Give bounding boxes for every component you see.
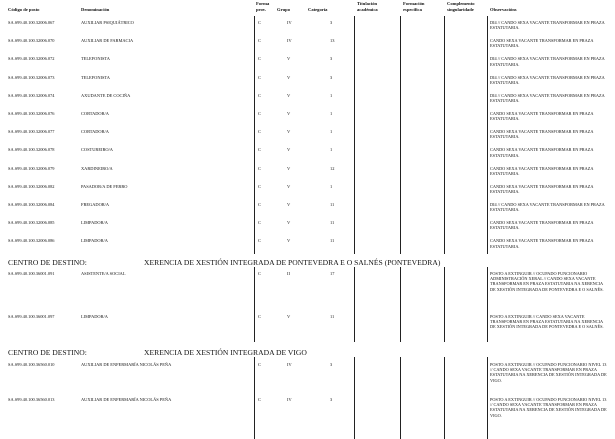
- cell-grupo: V: [287, 129, 291, 135]
- column-divider: [400, 357, 401, 439]
- cell-codigo: SA.S99.40.100.32006.078: [8, 147, 55, 153]
- cell-denominacion: AUXILIAR DE ENFERMARÍA NICOLÁS PEÑA: [81, 362, 172, 367]
- header-titulacion-1: Titulación: [357, 1, 378, 6]
- cell-observaciones: DI4 // CANDO SEXA VACANTE TRANSFORMAR EN PRAZA ESTATUTARIA.: [490, 92, 605, 103]
- cell-grupo: II: [287, 271, 290, 276]
- column-divider: [400, 16, 401, 254]
- cell-grupo: V: [287, 92, 291, 98]
- column-divider: [487, 357, 488, 439]
- cell-grupo: V: [287, 183, 291, 189]
- header-categoria: Categoría: [308, 7, 328, 12]
- cell-grupo: V: [287, 238, 291, 244]
- cell-observaciones: DI4 // CANDO SEXA VACANTE TRANSFORMAR EN PRAZA ESTATUTARIA.: [490, 74, 605, 85]
- cell-grupo: IV: [287, 20, 292, 25]
- cell-observaciones: CANDO SEXA VACANTE TRANSFORMAR EN PRAZA ESTATUTARIA.: [490, 165, 594, 176]
- cell-denominacion: LIMPADOR/A: [81, 238, 108, 244]
- cell-observaciones: CANDO SEXA VACANTE TRANSFORMAR EN PRAZA ESTATUTARIA.: [490, 129, 594, 140]
- cell-codigo: SA.S99.40.100.32006.086: [8, 238, 55, 244]
- header-forma-2: prov.: [256, 7, 266, 12]
- header-complemento-1: Complemento: [447, 1, 475, 6]
- cell-forma: C: [258, 238, 261, 244]
- cell-grupo: IV: [287, 362, 292, 367]
- cell-grupo: V: [287, 56, 291, 62]
- cell-denominacion: AXUDANTE DE COCIÑA: [81, 92, 131, 98]
- cell-denominacion: PASADOR/A DE FERRO: [81, 183, 128, 189]
- cell-codigo: SA.S99.40.100.36560.013: [8, 397, 55, 402]
- cell-categoria: 1: [330, 129, 333, 135]
- cell-categoria: 3: [330, 397, 333, 402]
- cell-categoria: 17: [330, 271, 335, 276]
- cell-denominacion: AUXILIAR PSIQUIÁTRICO: [81, 20, 134, 25]
- cell-codigo: SA.S99.40.100.32006.077: [8, 129, 55, 135]
- cell-codigo: SA.S99.40.100.32006.079: [8, 165, 55, 171]
- cell-denominacion: TELEFONISTA: [81, 74, 110, 80]
- cell-categoria: 1: [330, 183, 333, 189]
- header-codigo: Código de posto: [8, 7, 40, 12]
- cell-observaciones: DI4 // CANDO SEXA VACANTE TRANSFORMAR EN PRAZA ESTATUTARIA.: [490, 56, 605, 67]
- cell-categoria: 1: [330, 111, 333, 116]
- column-divider: [487, 267, 488, 342]
- cell-codigo: SA.S99.40.100.32006.072: [8, 56, 55, 62]
- cell-codigo: SA.S99.40.100.36001.091: [8, 271, 55, 276]
- cell-forma: C: [258, 111, 261, 116]
- cell-denominacion: LIMPADOR/A: [81, 314, 108, 319]
- cell-denominacion: FREGADOR/A: [81, 202, 110, 207]
- cell-grupo: V: [287, 147, 291, 153]
- cell-categoria: 11: [330, 314, 335, 319]
- cell-forma: C: [258, 220, 261, 226]
- cell-observaciones: DI4 // CANDO SEXA VACANTE TRANSFORMAR EN PRAZA ESTATUTARIA.: [490, 20, 605, 31]
- cell-forma: C: [258, 271, 261, 276]
- header-titulacion-2: académica: [357, 7, 378, 12]
- cell-forma: C: [258, 129, 261, 135]
- cell-codigo: SA.S99.40.100.32006.085: [8, 220, 55, 226]
- centro-destino-vigo: [8, 348, 307, 357]
- cell-forma: C: [258, 165, 261, 171]
- cell-denominacion: LIMPADOR/A: [81, 220, 108, 226]
- cell-denominacion: CORTADOR/A: [81, 111, 109, 116]
- cell-categoria: 11: [330, 238, 335, 244]
- centro-name: XERENCIA DE XESTIÓN INTEGRADA DE VIGO: [144, 348, 307, 357]
- column-divider: [400, 267, 401, 342]
- cell-grupo: IV: [287, 397, 292, 402]
- centro-name: XERENCIA DE XESTIÓN INTEGRADA DE PONTEVEDRA E O SALNÉS (PONTEVEDRA): [144, 258, 441, 267]
- column-divider: [254, 16, 255, 254]
- column-divider: [444, 267, 445, 342]
- cell-forma: C: [258, 183, 261, 189]
- cell-codigo: SA.S99.40.100.32006.084: [8, 202, 55, 207]
- header-formacion-1: Formación: [403, 1, 425, 6]
- cell-grupo: V: [287, 74, 291, 80]
- centro-label: CENTRO DE DESTINO:: [8, 348, 87, 357]
- header-formacion-2: específica: [403, 7, 422, 12]
- cell-categoria: 11: [330, 202, 335, 207]
- cell-codigo: SA.S99.40.100.32006.082: [8, 183, 55, 189]
- cell-codigo: SA.S99.40.100.32006.070: [8, 38, 55, 44]
- cell-categoria: 11: [330, 220, 335, 226]
- cell-forma: C: [258, 314, 261, 319]
- cell-observaciones: POSTO A EXTINGUIR // OCUPADO FUNCIONARIO NIVEL 13 // CANDO SEXA VACANTE TRANSFORMAR EN PRAZA ESTATUTARIA NA XERENCIA DE XESTIÓN INTEGRADA DE VIGO.: [490, 397, 607, 418]
- cell-categoria: 3: [330, 362, 333, 367]
- cell-codigo: SA.S99.40.100.32006.067: [8, 20, 55, 25]
- cell-forma: C: [258, 147, 261, 153]
- column-divider: [444, 357, 445, 439]
- cell-forma: C: [258, 362, 261, 367]
- cell-forma: C: [258, 38, 261, 44]
- cell-observaciones: CANDO SEXA VACANTE TRANSFORMAR EN PRAZA ESTATUTARIA.: [490, 220, 594, 231]
- cell-forma: C: [258, 92, 261, 98]
- cell-forma: C: [258, 20, 261, 25]
- cell-categoria: 1: [330, 92, 333, 98]
- column-divider: [254, 267, 255, 342]
- cell-categoria: 3: [330, 20, 333, 25]
- cell-grupo: V: [287, 314, 291, 319]
- cell-categoria: 13: [330, 38, 335, 44]
- cell-denominacion: COSTUREIRO/A: [81, 147, 113, 153]
- cell-grupo: IV: [287, 38, 292, 44]
- cell-categoria: 3: [330, 74, 333, 80]
- cell-observaciones: POSTO A EXTINGUIR // OCUPADO FUNCIONARIO ADMINISTRACIÓN XERAL // CANDO SEXA VACANTE TRANSFORMAR EN PRAZA ESTATUTARIA NA XERENCIA DE XESTIÓN INTEGRADA DE PONTEVEDRA E O SALNÉS.: [490, 271, 604, 292]
- cell-observaciones: CANDO SEXA VACANTE TRANSFORMAR EN PRAZA ESTATUTARIA.: [490, 111, 594, 122]
- cell-codigo: SA.S99.40.100.32006.074: [8, 92, 55, 98]
- cell-observaciones: CANDO SEXA VACANTE TRANSFORMAR EN PRAZA ESTATUTARIA.: [490, 238, 594, 249]
- header-grupo: Grupo: [277, 7, 291, 12]
- column-divider: [354, 16, 355, 254]
- cell-grupo: V: [287, 111, 291, 116]
- cell-forma: C: [258, 202, 261, 207]
- cell-grupo: V: [287, 220, 291, 226]
- cell-observaciones: CANDO SEXA VACANTE TRANSFORMAR EN PRAZA ESTATUTARIA.: [490, 183, 594, 194]
- header-forma-1: Forma: [256, 1, 270, 6]
- cell-observaciones: DI4 // CANDO SEXA VACANTE TRANSFORMAR EN PRAZA ESTATUTARIA.: [490, 202, 605, 213]
- header-observaciones: Observacións: [490, 7, 517, 12]
- cell-observaciones: POSTO A EXTINGUIR // CANDO SEXA VACANTE TRANSFORMAR EN PRAZA ESTATUTARIA NA XERENCIA DE XESTIÓN INTEGRADA DE PONTEVEDRA E O SALNÉS.: [490, 314, 604, 330]
- column-divider: [487, 16, 488, 254]
- cell-forma: C: [258, 397, 261, 402]
- cell-grupo: V: [287, 202, 291, 207]
- cell-categoria: 3: [330, 56, 333, 62]
- header-complemento-2: singularidade: [447, 7, 474, 12]
- cell-observaciones: POSTO A EXTINGUIR // OCUPADO FUNCIONARIO NIVEL 13 // CANDO SEXA VACANTE TRANSFORMAR EN PRAZA ESTATUTARIA NA XERENCIA DE XESTIÓN INTEGRADA DE VIGO.: [490, 362, 607, 383]
- centro-label: CENTRO DE DESTINO:: [8, 258, 87, 267]
- cell-codigo: SA.S99.40.100.36560.010: [8, 362, 55, 367]
- cell-forma: C: [258, 56, 261, 62]
- column-divider: [354, 357, 355, 439]
- cell-observaciones: CANDO SEXA VACANTE TRANSFORMAR EN PRAZA ESTATUTARIA.: [490, 147, 594, 158]
- table-header: [0, 0, 615, 16]
- cell-observaciones: CANDO SEXA VACANTE TRANSFORMAR EN PRAZA ESTATUTARIA.: [490, 38, 594, 49]
- cell-grupo: V: [287, 165, 291, 171]
- column-divider: [254, 357, 255, 439]
- cell-codigo: SA.S99.40.100.32006.073: [8, 74, 55, 80]
- cell-forma: C: [258, 74, 261, 80]
- cell-denominacion: AUXILIAR DE ENFERMARÍA NICOLÁS PEÑA: [81, 397, 172, 402]
- cell-denominacion: ASISTENTE/A SOCIAL: [81, 271, 126, 276]
- cell-denominacion: AUXILIAR DE FARMACIA: [81, 38, 134, 44]
- column-divider: [444, 16, 445, 254]
- centro-destino-pontevedra: [8, 258, 440, 267]
- cell-categoria: 12: [330, 165, 335, 171]
- cell-categoria: 1: [330, 147, 333, 153]
- cell-denominacion: TELEFONISTA: [81, 56, 110, 62]
- cell-denominacion: XARDINEIRO/A: [81, 165, 113, 171]
- cell-denominacion: CORTADOR/A: [81, 129, 109, 135]
- column-divider: [354, 267, 355, 342]
- header-denominacion: Denominación: [81, 7, 110, 12]
- cell-codigo: SA.S99.40.100.36001.097: [8, 314, 55, 319]
- cell-codigo: SA.S99.40.100.32006.076: [8, 111, 55, 116]
